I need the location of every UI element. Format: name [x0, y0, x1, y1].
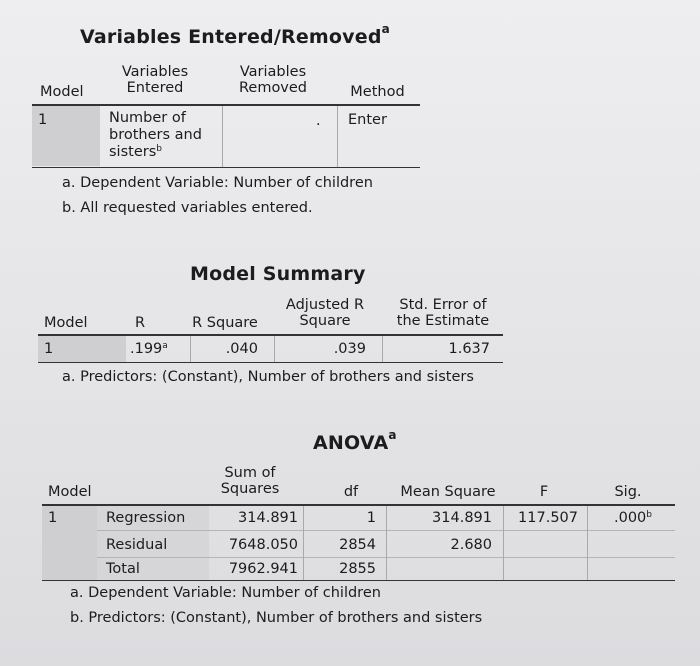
- row-model-number: 1: [38, 112, 48, 128]
- header-line: the Estimate: [396, 313, 490, 329]
- footnote-b: b. All requested variables entered.: [62, 200, 313, 216]
- column-divider: [303, 506, 304, 580]
- table-bottom-rule: [38, 362, 503, 363]
- header-sig: Sig.: [614, 484, 642, 500]
- header-variables-removed: [228, 64, 318, 96]
- cell-adjusted-r-square: .039: [333, 341, 366, 357]
- cell-std-error: 1.637: [448, 341, 490, 357]
- cell-regression-label: Regression: [106, 510, 186, 526]
- cell-variables-removed: .: [316, 113, 321, 129]
- header-line: Std. Error of: [399, 297, 487, 313]
- footnote-a: a. Predictors: (Constant), Number of brothers and sisters: [62, 369, 474, 385]
- cell-r: [130, 341, 168, 357]
- cell-total-label: Total: [106, 561, 140, 577]
- footnote-a: a. Dependent Variable: Number of children: [70, 585, 381, 601]
- cell-text: .000: [613, 510, 647, 526]
- row-model-number: 1: [48, 510, 58, 526]
- header-df: df: [343, 484, 359, 500]
- model-summary-title: Model Summary: [190, 263, 366, 285]
- cell-regression-f: 117.507: [518, 510, 578, 526]
- title-text: Variables Entered/Removed: [80, 26, 382, 48]
- header-r-square: R Square: [192, 315, 258, 331]
- row-model-number: 1: [44, 341, 54, 357]
- header-line: Sum of: [224, 465, 276, 481]
- table-bottom-rule: [32, 167, 420, 168]
- cell-residual-ss: 7648.050: [228, 537, 298, 553]
- column-divider: [503, 506, 504, 580]
- header-line: Variables: [239, 64, 307, 80]
- footnote-b: b. Predictors: (Constant), Number of brothers and sisters: [70, 610, 483, 626]
- title-footnote-mark: a: [381, 22, 390, 36]
- header-line: Removed: [238, 80, 308, 96]
- footnote-mark: a: [162, 341, 168, 351]
- header-line: Adjusted R: [285, 297, 365, 313]
- footnote-mark: b: [646, 510, 652, 520]
- header-line: Variables: [121, 64, 189, 80]
- cell-line: Number of: [109, 110, 186, 126]
- column-divider: [190, 336, 191, 362]
- header-adjusted-r-square: [280, 297, 370, 329]
- header-f: F: [539, 484, 549, 500]
- header-r: R: [134, 315, 146, 331]
- cell-regression-ms: 314.891: [432, 510, 492, 526]
- anova-title: [313, 428, 397, 454]
- cell-text: .199: [130, 341, 163, 357]
- header-mean-square: Mean Square: [400, 484, 496, 500]
- cell-residual-df: 2854: [339, 537, 376, 553]
- column-divider: [222, 106, 223, 168]
- column-divider: [337, 106, 338, 168]
- cell-line: brothers and: [109, 127, 202, 143]
- title-footnote-mark: a: [388, 428, 397, 442]
- header-sum-of-squares: [212, 465, 288, 497]
- header-model: Model: [48, 484, 92, 500]
- table-bottom-rule: [42, 580, 675, 581]
- column-divider: [274, 336, 275, 362]
- variables-entered-removed-title: [80, 22, 390, 48]
- cell-text: sisters: [109, 144, 157, 160]
- cell-regression-df: 1: [366, 510, 376, 526]
- header-line: Entered: [126, 80, 184, 96]
- cell-residual-ms: 2.680: [450, 537, 492, 553]
- cell-residual-label: Residual: [106, 537, 168, 553]
- cell-variables-entered: [109, 110, 202, 161]
- cell-regression-sig: [600, 510, 652, 526]
- column-divider: [386, 506, 387, 580]
- column-divider: [587, 506, 588, 580]
- header-std-error: [393, 297, 493, 329]
- cell-regression-ss: 314.891: [238, 510, 298, 526]
- header-line: Square: [299, 313, 351, 329]
- header-variables-entered: [110, 64, 200, 96]
- cell-method: Enter: [348, 112, 387, 128]
- header-method: Method: [350, 84, 405, 100]
- cell-total-ss: 7962.941: [228, 561, 298, 577]
- header-line: Squares: [220, 481, 280, 497]
- cell-r-square: .040: [225, 341, 258, 357]
- cell-line: [109, 144, 202, 161]
- header-model: Model: [44, 315, 88, 331]
- column-divider: [382, 336, 383, 362]
- cell-total-df: 2855: [339, 561, 376, 577]
- footnote-mark: b: [156, 144, 162, 154]
- header-model: Model: [40, 84, 84, 100]
- title-text: ANOVA: [313, 432, 389, 454]
- footnote-a: a. Dependent Variable: Number of children: [62, 175, 373, 191]
